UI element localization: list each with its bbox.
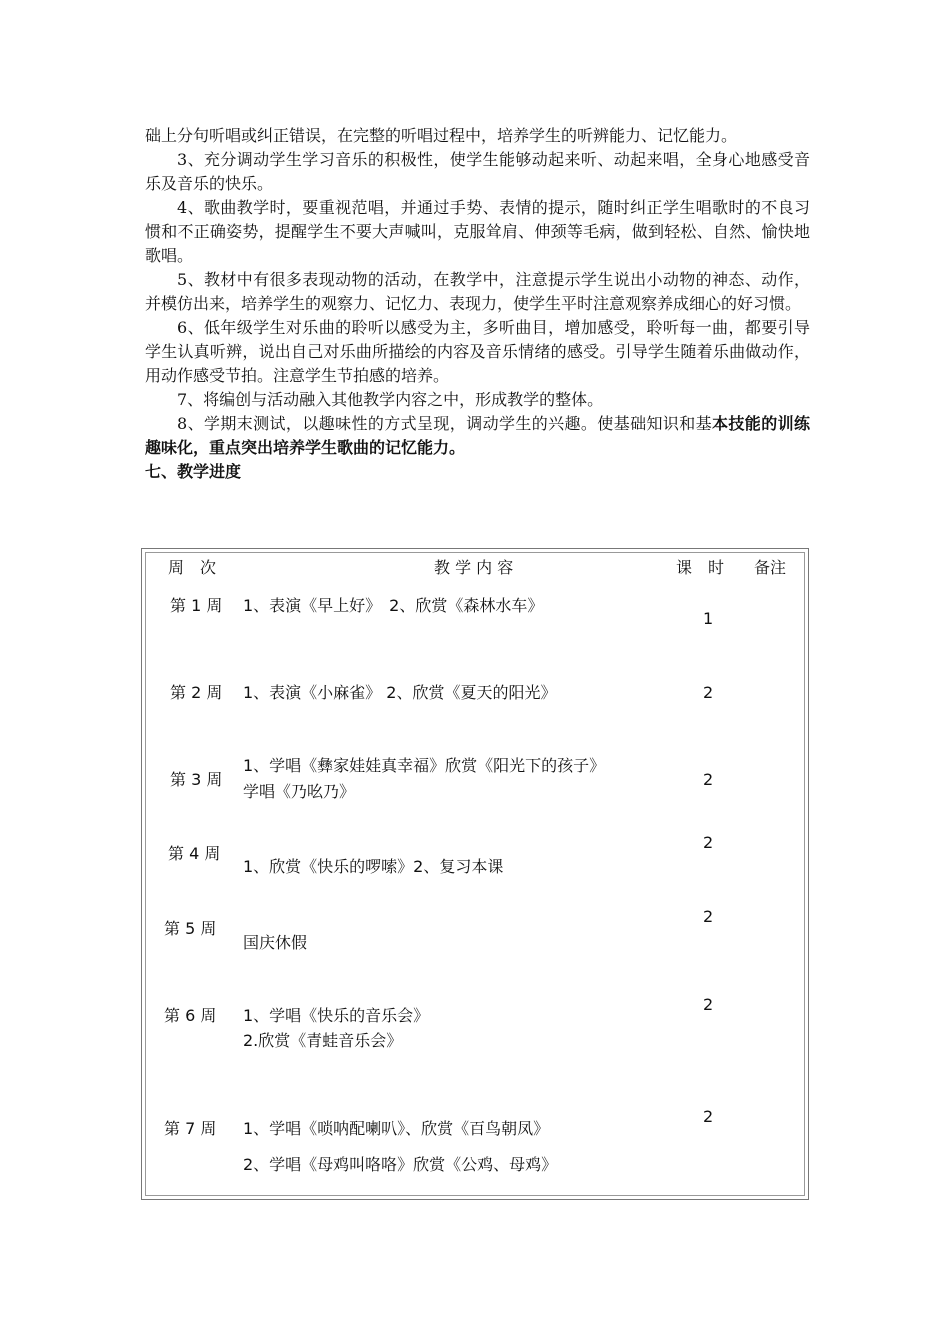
row-4-content: 1、欣赏《快乐的啰嗦》2、复习本课 <box>243 857 504 876</box>
row-3-week: 第 3 周 <box>170 770 223 789</box>
row-3-content-line-2: 学唱《乃吆乃》 <box>243 782 356 801</box>
paragraph-7: 7、将编创与活动融入其他教学内容之中，形成教学的整体。 <box>177 390 604 409</box>
header-notes: 备注 <box>754 558 787 577</box>
row-5-content: 国庆休假 <box>243 933 308 952</box>
section-heading: 七、教学进度 <box>145 462 242 481</box>
paragraph-5: 5、教材中有很多表现动物的活动，在教学中，注意提示学生说出小动物的神态、动作，并模仿出来，培养学生的观察力、记忆力、表现力，使学生平时注意观察养成细心的好习惯。 <box>145 270 810 313</box>
paragraph-8-normal: 8、学期末测试，以趣味性的方式呈现，调动学生的兴趣。使基础知识和基 <box>177 414 713 433</box>
schedule-table <box>141 548 809 1200</box>
document-body <box>145 124 810 484</box>
row-7-hours: 2 <box>703 1107 714 1126</box>
row-7-content-line-2: 2、学唱《母鸡叫咯咯》欣赏《公鸡、母鸡》 <box>243 1155 558 1174</box>
paragraph-continued: 础上分句听唱或纠正错误，在完整的听唱过程中，培养学生的听辨能力、记忆能力。 <box>145 126 738 145</box>
row-3-hours: 2 <box>703 770 714 789</box>
row-3-content-line-1: 1、学唱《彝家娃娃真幸福》欣赏《阳光下的孩子》 <box>243 756 606 775</box>
row-1-content: 1、表演《早上好》 2、欣赏《森林水车》 <box>243 596 544 615</box>
header-hours: 课 时 <box>676 558 725 577</box>
header-week: 周 次 <box>168 558 217 577</box>
paragraph-6: 6、低年级学生对乐曲的聆听以感受为主，多听曲目，增加感受，聆听每一曲，都要引导学生认真听辨，说出自己对乐曲所描绘的内容及音乐情绪的感受。引导学生随着乐曲做动作，用动作感受节拍。注意学生节拍感的培养。 <box>145 318 810 385</box>
row-4-week: 第 4 周 <box>168 844 221 863</box>
paragraph-4: 4、歌曲教学时，要重视范唱，并通过手势、表情的提示，随时纠正学生唱歌时的不良习惯和不正确姿势，提醒学生不要大声喊叫，克服耸肩、伸颈等毛病，做到轻松、自然、愉快地歌唱。 <box>145 198 810 265</box>
paragraph-3: 3、充分调动学生学习音乐的积极性，使学生能够动起来听、动起来唱，全身心地感受音乐及音乐的快乐。 <box>145 150 810 193</box>
paragraph-8 <box>145 412 810 460</box>
paragraph-8-bold: 本技能的训练趣味化，重点突出培养学生歌曲的记忆能力。 <box>145 414 810 457</box>
row-6-hours: 2 <box>703 995 714 1014</box>
row-1-hours: 1 <box>703 609 714 628</box>
row-5-week: 第 5 周 <box>164 919 217 938</box>
row-7-week: 第 7 周 <box>164 1119 217 1138</box>
row-2-week: 第 2 周 <box>170 683 223 702</box>
row-1-week: 第 1 周 <box>170 596 223 615</box>
row-7-content-line-1: 1、学唱《唢呐配喇叭》、欣赏《百鸟朝凤》 <box>243 1119 550 1138</box>
header-content: 教 学 内 容 <box>434 558 514 577</box>
row-5-hours: 2 <box>703 907 714 926</box>
row-6-content-line-2: 2.欣赏《青蛙音乐会》 <box>243 1031 403 1050</box>
row-4-hours: 2 <box>703 833 714 852</box>
row-6-week: 第 6 周 <box>164 1006 217 1025</box>
row-2-hours: 2 <box>703 683 714 702</box>
row-6-content-line-1: 1、学唱《快乐的音乐会》 <box>243 1006 430 1025</box>
schedule-table-inner <box>145 552 805 1196</box>
row-2-content: 1、表演《小麻雀》 2、欣赏《夏天的阳光》 <box>243 683 557 702</box>
